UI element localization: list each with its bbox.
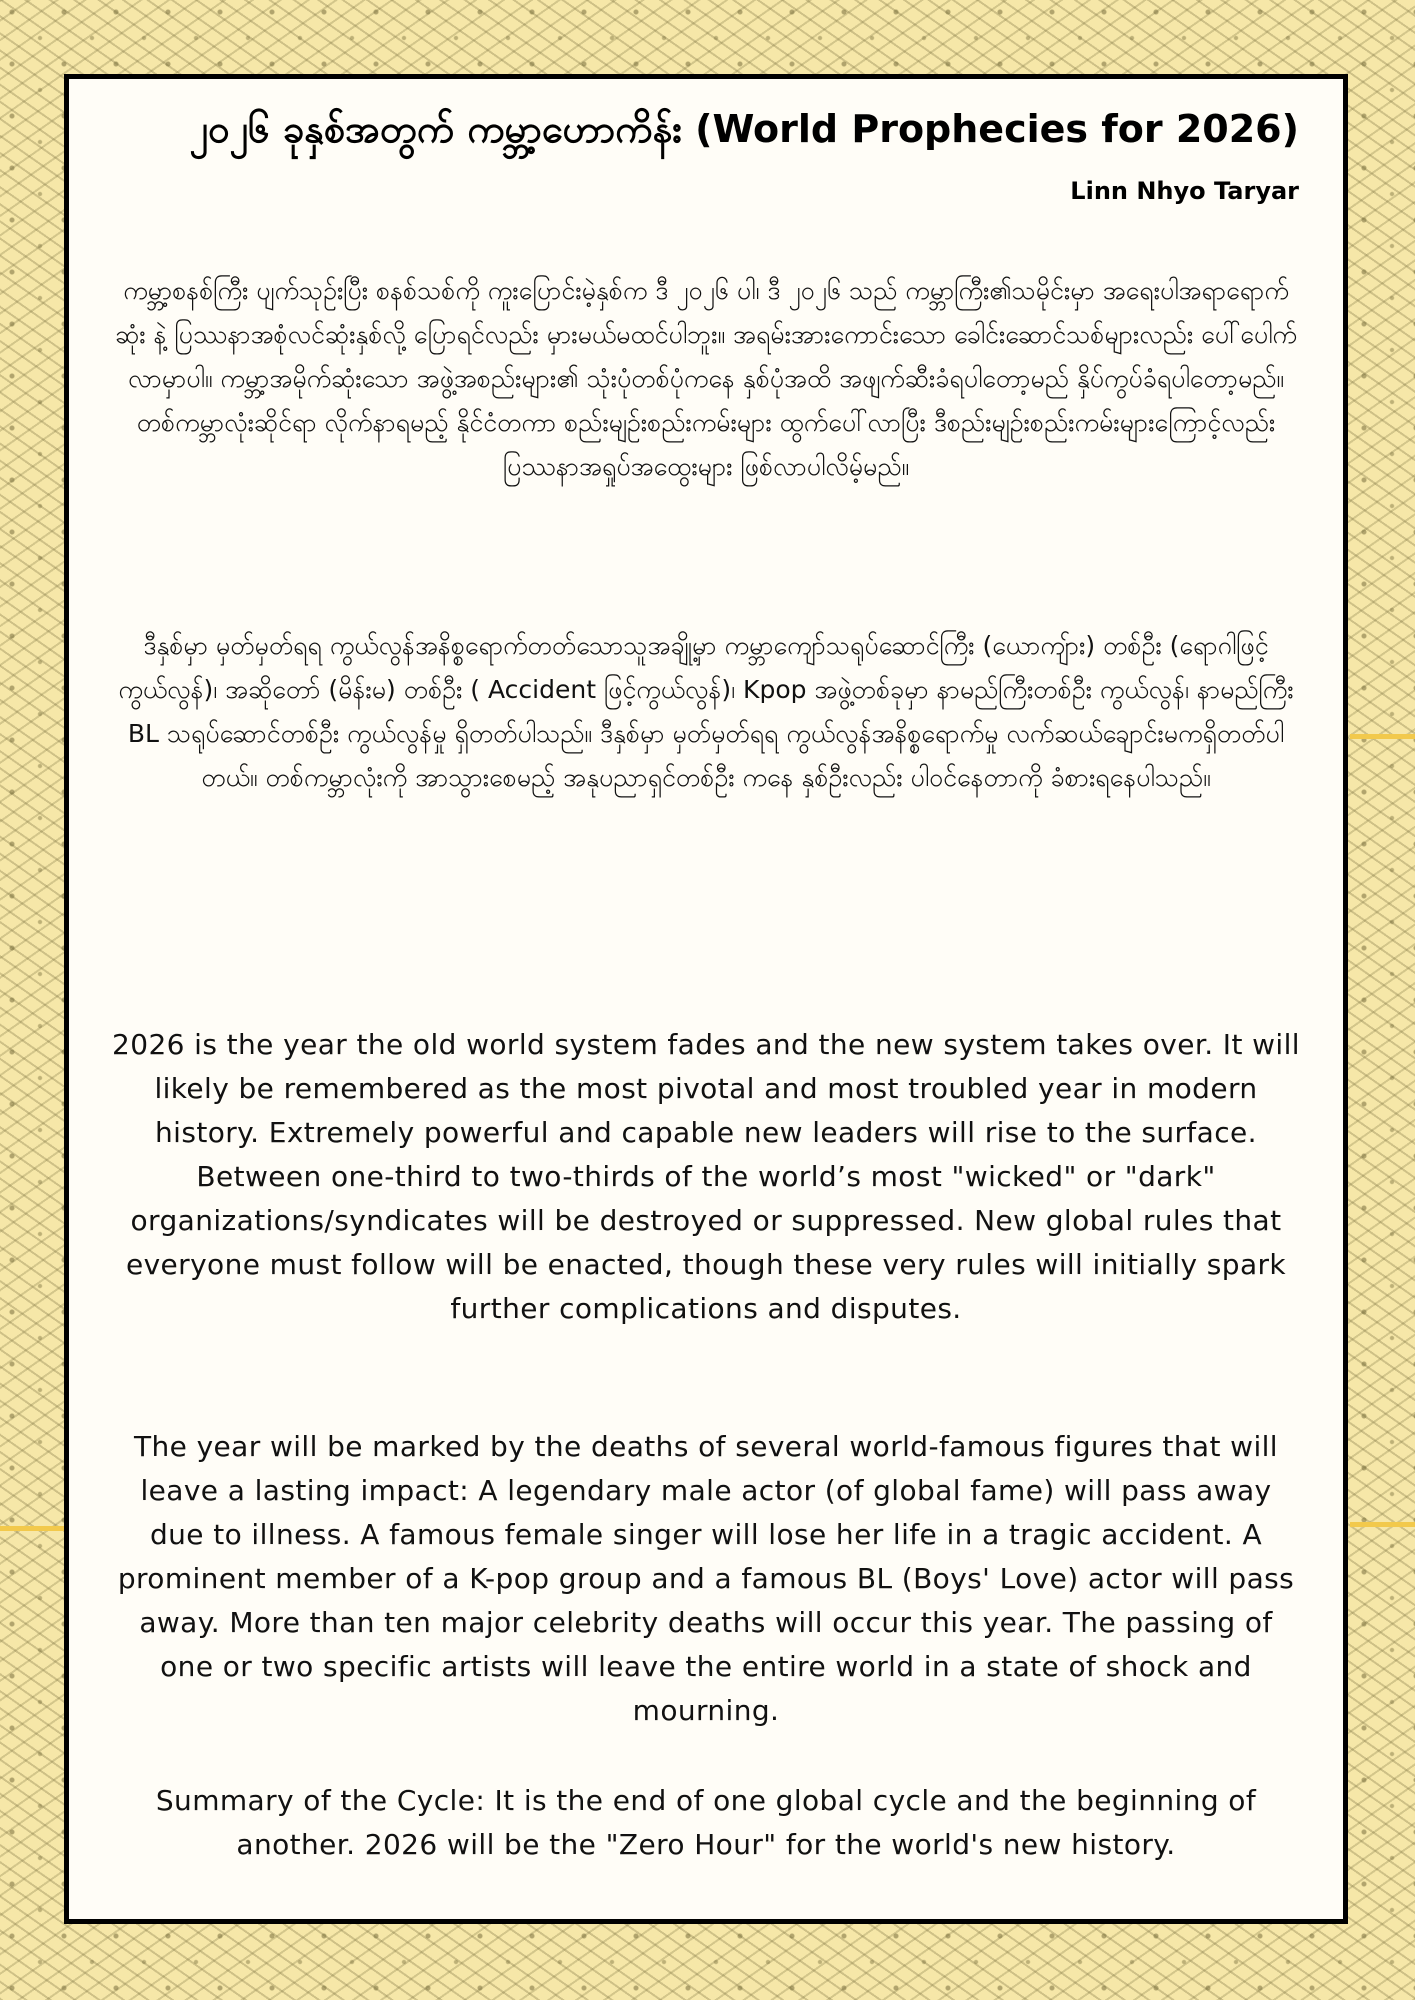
accent-stripe-left-lower bbox=[0, 1526, 64, 1531]
english-paragraph-2: The year will be marked by the deaths of several world-famous figures that will leave a lasting impact: A legendary male actor (of global fame) will pass away due to illness. A famous female singer will lose her life in a tragic accident. A prominent member of a K-pop group and a famous BL (Boys' Love) actor will pass away. More than ten major celebrity deaths will occur this year. The passing of one or two specific artists will leave the entire world in a state of shock and mourning. bbox=[117, 1430, 1295, 1727]
myanmar-paragraph-1: ကမ္ဘာ့စနစ်ကြီး ပျက်သုဉ်းပြီး စနစ်သစ်ကို ကူးပြောင်းမဲ့နှစ်က ဒီ ၂၀၂၆ ပါ၊ ဒီ ၂၀၂၆ သည် ကမ္ဘာကြီး၏သမိုင်းမှာ အရေးပါအရာရောက်ဆုံး နဲ့ ပြဿနာအစုံလင်ဆုံးနှစ်လို့ ပြောရင်လည်း မှားမယ်မထင်ပါဘူး။ အရမ်းအားကောင်းသော ခေါင်းဆောင်သစ်များလည်း ပေါ်ပေါက်လာမှာပါ။ ကမ္ဘာ့အမိုက်ဆုံးသော အဖွဲ့အစည်းများ၏ သုံးပုံတစ်ပုံကနေ နှစ်ပုံအထိ အဖျက်ဆီးခံရပါတော့မည် နှိပ်ကွပ်ခံရပါတော့မည်။ တစ်ကမ္ဘာလုံးဆိုင်ရာ လိုက်နာရမည့် နိုင်ငံတကာ စည်းမျဉ်းစည်းကမ်းများ ထွက်ပေါ်လာပြီး ဒီစည်းမျဉ်းစည်းကမ်းများကြောင့်လည်း ပြဿနာအရှုပ်အထွေးများ ဖြစ်လာပါလိမ့်မည်။ bbox=[115, 276, 1297, 481]
accent-stripe-right-upper bbox=[1350, 734, 1415, 739]
prophecy-card bbox=[64, 74, 1348, 1924]
english-paragraph-summary: Summary of the Cycle: It is the end of one global cycle and the beginning of another. 2026 will be the "Zero Hour" for the world's new history. bbox=[155, 1784, 1257, 1861]
author-name: Linn Nhyo Taryar bbox=[1070, 177, 1299, 205]
english-paragraph-1: 2026 is the year the old world system fades and the new system takes over. It will likely be remembered as the most pivotal and most troubled year in modern history. Extremely powerful and capable new leaders will rise to the surface. Between one-third to two-thirds of the world’s most "wicked" or "dark" organizations/syndicates will be destroyed or suppressed. New global rules that everyone must follow will be enacted, though these very rules will initially spark further complications and disputes. bbox=[112, 1028, 1300, 1325]
page-title: ၂၀၂၆ ခုနှစ်အတွက် ကမ္ဘာ့ဟောကိန်း (World Prophecies for 2026) bbox=[189, 107, 1299, 151]
myanmar-paragraph-2: ဒီနှစ်မှာ မှတ်မှတ်ရရ ကွယ်လွန်အနိစ္စရောက်တတ်သောသူအချို့မှာ ကမ္ဘာကျော်သရုပ်ဆောင်ကြီး (ယောကျ်ား) တစ်ဦး (ရောဂါဖြင့်ကွယ်လွန်)၊ အဆိုတော် (မိန်းမ) တစ်ဦး ( Accident ဖြင့်ကွယ်လွန်)၊ Kpop အဖွဲ့တစ်ခုမှာ နာမည်ကြီးတစ်ဦး ကွယ်လွန်၊ နာမည်ကြီး BL သရုပ်ဆောင်တစ်ဦး ကွယ်လွန်မှု ရှိတတ်ပါသည်။ ဒီနှစ်မှာ မှတ်မှတ်ရရ ကွယ်လွန်အနိစ္စရောက်မှု လက်ဆယ်ချောင်းမကရှိတတ်ပါတယ်။ တစ်ကမ္ဘာလုံးကို အာသွားစေမည့် အနုပညာရှင်တစ်ဦး ကနေ နှစ်ဦးလည်း ပါဝင်နေတာကို ခံစားရနေပါသည်။ bbox=[118, 631, 1294, 792]
accent-stripe-right-lower bbox=[1350, 1522, 1415, 1527]
